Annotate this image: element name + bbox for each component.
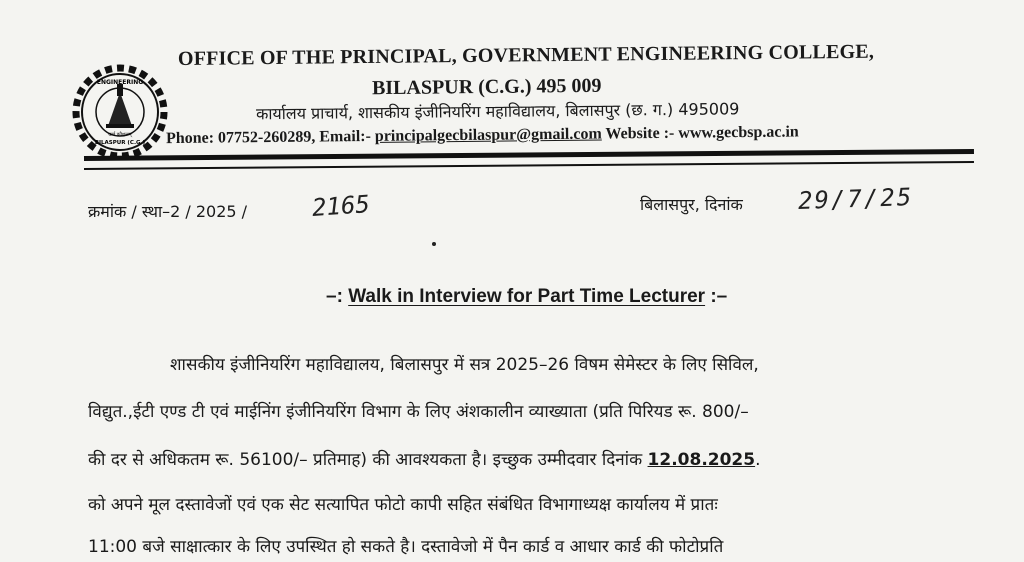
body-line-3-end: .	[755, 450, 761, 470]
logo-motto: कर्म कौशलम्	[108, 132, 132, 138]
website-label: Website :- www.gecbsp.ac.in	[601, 123, 799, 143]
body-line-2: विद्युत.,ईटी एण्ड टी एवं माईनिंग इंजीनियरिंग विभाग के लिए अंशकालीन व्याख्याता (प्रति पिरियड रू. 800/–	[88, 402, 749, 422]
reference-number-label: क्रमांक / स्था–2 / 2025 /	[88, 202, 248, 221]
subject-title: Walk in Interview for Part Time Lecturer	[348, 286, 706, 307]
body-line-3-text: की दर से अधिकतम रू. 56100/– प्रतिमाह) की आवश्यकता है। इच्छुक उम्मीदवार दिनांक	[88, 450, 648, 470]
reference-number-handwritten: 2165	[311, 190, 371, 222]
date-handwritten: 29/7/25	[797, 182, 914, 216]
contact-line	[166, 122, 946, 148]
interview-date: 12.08.2025	[647, 450, 756, 470]
body-line-1: शासकीय इंजीनियरिंग महाविद्यालय, बिलासपुर में सत्र 2025–26 विषम सेमेस्टर के लिए सिविल,	[170, 355, 759, 375]
college-logo	[70, 62, 170, 162]
body-line-4: को अपने मूल दस्तावेजों एवं एक सेट सत्यापित फोटो कापी सहित संबंधित विभागाध्यक्ष कार्यालय में प्रातः	[88, 495, 718, 515]
email-link[interactable]: principalgecbilaspur@gmail.com	[374, 125, 602, 145]
notice-subject	[326, 286, 727, 308]
date-label: बिलासपुर, दिनांक	[640, 195, 743, 214]
college-title-hindi: कार्यालय प्राचार्य, शासकीय इंजीनियरिंग महाविद्यालय, बिलासपुर (छ. ग.) 495009	[255, 99, 740, 124]
header-divider-thick	[84, 149, 974, 161]
phone-label: Phone: 07752-260289, Email:-	[165, 127, 375, 148]
subject-prefix: –:	[326, 286, 349, 307]
body-line-5: 11:00 बजे साक्षात्कार के लिए उपस्थित हो सकते है। दस्तावेजो में पैन कार्ड व आधार कार्ड की फोटोप्रति	[88, 537, 724, 557]
header-divider-thin	[84, 161, 974, 170]
subject-suffix: :–	[705, 286, 728, 307]
logo-top-text: ENGINEERING	[96, 79, 144, 86]
college-title-english: OFFICE OF THE PRINCIPAL, GOVERNMENT ENGINEERING COLLEGE,	[177, 40, 875, 70]
logo-bottom-text: BILASPUR (C.G.)	[94, 140, 146, 146]
ink-dot	[432, 242, 436, 246]
college-city-english: BILASPUR (C.G.) 495 009	[371, 74, 602, 100]
body-line-3	[88, 447, 761, 470]
